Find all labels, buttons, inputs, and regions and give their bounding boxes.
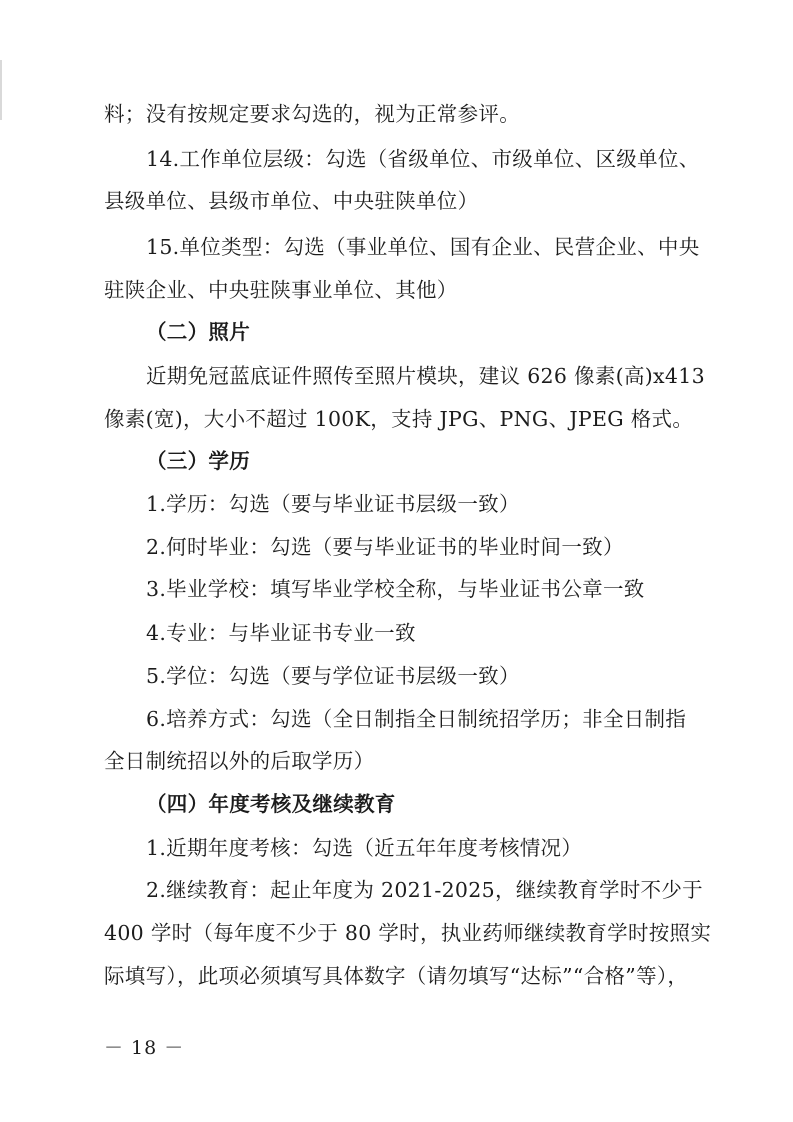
education-item-6: 6.培养方式：勾选（全日制指全日制统招学历；非全日制指 [146,707,687,731]
page-number: － 18 － [104,1037,185,1059]
item-15-unit-type: 15.单位类型：勾选（事业单位、国有企业、民营企业、中央 [146,235,700,259]
section-heading-education: （三）学历 [146,449,250,473]
education-item-6-continuation: 全日制统招以外的后取学历） [104,749,375,773]
photo-instruction: 近期免冠蓝底证件照传至照片模块，建议 626 像素(高)x413 [146,364,705,388]
scan-edge-mark [0,60,2,120]
section-heading-photo: （二）照片 [146,320,250,344]
assessment-item-2-continuation-1: 400 学时（每年度不少于 80 学时，执业药师继续教育学时按照实 [104,921,712,945]
assessment-item-1: 1.近期年度考核：勾选（近五年年度考核情况） [146,836,583,860]
item-15-continuation: 驻陕企业、中央驻陕事业单位、其他） [104,278,458,302]
education-item-5: 5.学位：勾选（要与学位证书层级一致） [146,664,520,688]
education-item-4: 4.专业：与毕业证书专业一致 [146,621,416,645]
assessment-item-2: 2.继续教育：起止年度为 2021-2025，继续教育学时不少于 [146,878,703,902]
item-14-work-unit-level: 14.工作单位层级：勾选（省级单位、市级单位、区级单位、 [146,147,700,171]
photo-instruction-continuation: 像素(宽)，大小不超过 100K，支持 JPG、PNG、JPEG 格式。 [104,407,694,431]
body-line-continuation: 料；没有按规定要求勾选的，视为正常参评。 [104,102,520,126]
section-heading-assessment: （四）年度考核及继续教育 [146,792,396,816]
education-item-1: 1.学历：勾选（要与毕业证书层级一致） [146,492,520,516]
education-item-2: 2.何时毕业：勾选（要与毕业证书的毕业时间一致） [146,535,624,559]
assessment-item-2-continuation-2: 际填写），此项必须填写具体数字（请勿填写“达标”“合格”等）， [104,964,689,988]
education-item-3: 3.毕业学校：填写毕业学校全称，与毕业证书公章一致 [146,577,645,601]
item-14-continuation: 县级单位、县级市单位、中央驻陕单位） [104,189,479,213]
